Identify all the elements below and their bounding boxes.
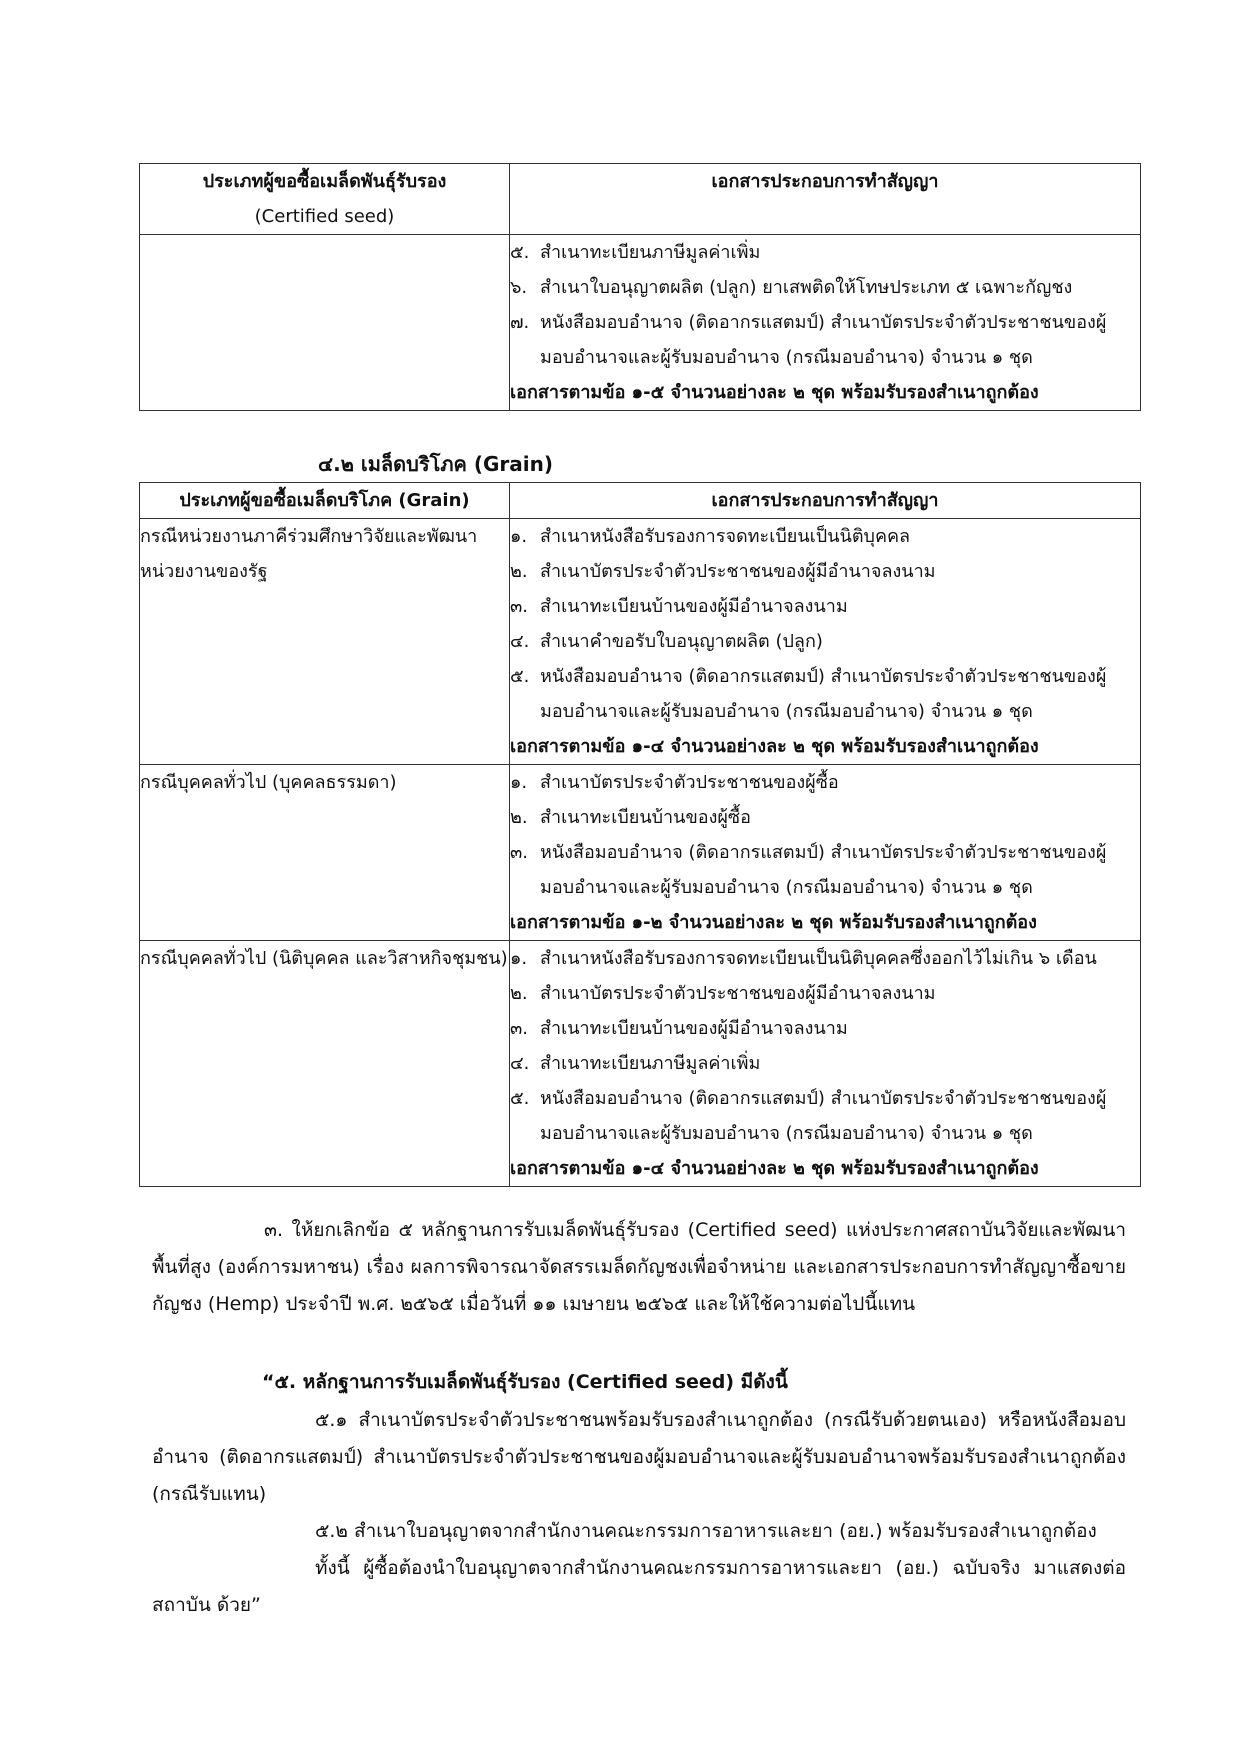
- item-text: สำเนาทะเบียนบ้านของผู้ซื้อ: [540, 807, 751, 828]
- item-number: ๓.: [510, 842, 529, 863]
- list-item: [510, 1081, 1140, 1151]
- list-item: [510, 659, 1140, 729]
- list-item: [510, 941, 1140, 976]
- header-line: (Certified seed): [254, 206, 395, 227]
- item-number: ๒.: [510, 807, 528, 828]
- list-item: [510, 624, 1140, 659]
- document-note: เอกสารตามข้อ ๑-๔ จำนวนอย่างละ ๒ ชุด พร้อมรับรองสำเนาถูกต้อง: [510, 736, 1039, 757]
- item-text: สำเนาบัตรประจำตัวประชาชนของผู้มีอำนาจลงนาม: [540, 561, 936, 582]
- item-number: ๕.: [510, 666, 530, 687]
- table-row: [140, 235, 1141, 411]
- paragraph-5-2: ๕.๒ สำเนาใบอนุญาตจากสำนักงานคณะกรรมการอาหารและยา (อย.) พร้อมรับรองสำเนาถูกต้อง: [315, 1520, 1097, 1542]
- item-text: หนังสือมอบอำนาจ (ติดอากรแสตมป์) สำเนาบัตรประจำตัวประชาชนของผู้มอบอำนาจและผู้รับมอบอำนาจ (กรณีมอบอำนาจ) จำนวน ๑ ชุด: [540, 312, 1107, 368]
- list-item: [510, 1011, 1140, 1046]
- list-item: [510, 976, 1140, 1011]
- item-text: สำเนาทะเบียนภาษีมูลค่าเพิ่ม: [540, 242, 761, 263]
- list-item: [510, 589, 1140, 624]
- document-note: เอกสารตามข้อ ๑-๕ จำนวนอย่างละ ๒ ชุด พร้อมรับรองสำเนาถูกต้อง: [510, 382, 1039, 403]
- item-text: สำเนาใบอนุญาตผลิต (ปลูก) ยาเสพติดให้โทษประเภท ๕ เฉพาะกัญชง: [540, 277, 1073, 298]
- item-number: ๔.: [510, 1053, 530, 1074]
- header-documents: เอกสารประกอบการทำสัญญา: [510, 483, 1141, 519]
- item-number: ๒.: [510, 983, 528, 1004]
- item-text: สำเนาหนังสือรับรองการจดทะเบียนเป็นนิติบุคคล: [540, 526, 911, 547]
- paragraph-5-3: ทั้งนี้ ผู้ซื้อต้องนำใบอนุญาตจากสำนักงานคณะกรรมการอาหารและยา (อย.) ฉบับจริง มาแสดงต่อสถาบัน ด้วย”: [152, 1557, 1126, 1616]
- item-text: สำเนาทะเบียนภาษีมูลค่าเพิ่ม: [540, 1053, 761, 1074]
- list-item: [510, 270, 1140, 305]
- grain-table: [139, 482, 1141, 1187]
- documents-cell: [510, 941, 1141, 1187]
- table-row: [140, 519, 1141, 765]
- item-text: สำเนาทะเบียนบ้านของผู้มีอำนาจลงนาม: [540, 1018, 848, 1039]
- item-text: สำเนาบัตรประจำตัวประชาชนของผู้ซื้อ: [540, 772, 839, 793]
- documents-cell: [510, 519, 1141, 765]
- item-number: ๕.: [510, 242, 530, 263]
- table-row: [140, 941, 1141, 1187]
- item-number: ๔.: [510, 631, 530, 652]
- item-number: ๒.: [510, 561, 528, 582]
- list-item: [510, 835, 1140, 905]
- buyer-type-cell: กรณีบุคคลทั่วไป (บุคคลธรรมดา): [140, 765, 510, 941]
- header-line: ประเภทผู้ขอซื้อเมล็ดพันธุ์รับรอง: [202, 171, 447, 192]
- item-number: ๓.: [510, 1018, 529, 1039]
- documents-cell: [510, 765, 1141, 941]
- buyer-type-cell: กรณีบุคคลทั่วไป (นิติบุคคล และวิสาหกิจชุมชน): [140, 941, 510, 1187]
- documents-cell: [510, 235, 1141, 411]
- item-number: ๗.: [510, 312, 530, 333]
- item-number: ๓.: [510, 596, 529, 617]
- item-text: หนังสือมอบอำนาจ (ติดอากรแสตมป์) สำเนาบัตรประจำตัวประชาชนของผู้มอบอำนาจและผู้รับมอบอำนาจ (กรณีมอบอำนาจ) จำนวน ๑ ชุด: [540, 842, 1107, 898]
- header-buyer-type: ประเภทผู้ขอซื้อเมล็ดบริโภค (Grain): [140, 483, 510, 519]
- item-text: สำเนาคำขอรับใบอนุญาตผลิต (ปลูก): [540, 631, 823, 652]
- table-header-row: [140, 483, 1141, 519]
- table-row: [140, 765, 1141, 941]
- item-number: ๑.: [510, 772, 528, 793]
- list-item: [510, 235, 1140, 270]
- section-title: ๔.๒ เมล็ดบริโภค (Grain): [318, 452, 553, 476]
- item-text: หนังสือมอบอำนาจ (ติดอากรแสตมป์) สำเนาบัตรประจำตัวประชาชนของผู้มอบอำนาจและผู้รับมอบอำนาจ (กรณีมอบอำนาจ) จำนวน ๑ ชุด: [540, 666, 1107, 722]
- item-text: สำเนาทะเบียนบ้านของผู้มีอำนาจลงนาม: [540, 596, 848, 617]
- table-header-row: [140, 164, 1141, 235]
- item-text: หนังสือมอบอำนาจ (ติดอากรแสตมป์) สำเนาบัตรประจำตัวประชาชนของผู้มอบอำนาจและผู้รับมอบอำนาจ (กรณีมอบอำนาจ) จำนวน ๑ ชุด: [540, 1088, 1107, 1144]
- list-item: [510, 554, 1140, 589]
- paragraph-3: ๓. ให้ยกเลิกข้อ ๕ หลักฐานการรับเมล็ดพันธุ์รับรอง (Certified seed) แห่งประกาศสถาบันวิจัยและพัฒนาพื้นที่สูง (องค์การมหาชน) เรื่อง ผลการพิจารณาจัดสรรเมล็ดกัญชงเพื่อจำหน่าย และเอกสารประกอบการทำสัญญาซื้อขายกัญชง (Hemp) ประจำปี พ.ศ. ๒๕๖๕ เมื่อวันที่ ๑๑ เมษายน ๒๕๖๕ และให้ใช้ความต่อไปนี้แทน: [152, 1219, 1126, 1315]
- heading-5: “๕. หลักฐานการรับเมล็ดพันธุ์รับรอง (Certified seed) มีดังนี้: [262, 1371, 788, 1393]
- buyer-type-cell: กรณีหน่วยงานภาคีร่วมศึกษาวิจัยและพัฒนา หน่วยงานของรัฐ: [140, 519, 510, 765]
- list-item: [510, 765, 1140, 800]
- list-item: [510, 800, 1140, 835]
- item-number: ๑.: [510, 526, 528, 547]
- document-note: เอกสารตามข้อ ๑-๔ จำนวนอย่างละ ๒ ชุด พร้อมรับรองสำเนาถูกต้อง: [510, 1158, 1039, 1179]
- item-text: สำเนาบัตรประจำตัวประชาชนของผู้มีอำนาจลงนาม: [540, 983, 936, 1004]
- header-documents: เอกสารประกอบการทำสัญญา: [510, 164, 1141, 235]
- buyer-type-cell: [140, 235, 510, 411]
- header-buyer-type: [140, 164, 510, 235]
- list-item: [510, 519, 1140, 554]
- paragraph-5-1: ๕.๑ สำเนาบัตรประจำตัวประชาชนพร้อมรับรองสำเนาถูกต้อง (กรณีรับด้วยตนเอง) หรือหนังสือมอบอำนาจ (ติดอากรแสตมป์) สำเนาบัตรประจำตัวประชาชนของผู้มอบอำนาจและผู้รับมอบอำนาจพร้อมรับรองสำเนาถูกต้อง (กรณีรับแทน): [152, 1409, 1126, 1505]
- item-text: สำเนาหนังสือรับรองการจดทะเบียนเป็นนิติบุคคลซึ่งออกไว้ไม่เกิน ๖ เดือน: [540, 948, 1097, 969]
- document-note: เอกสารตามข้อ ๑-๒ จำนวนอย่างละ ๒ ชุด พร้อมรับรองสำเนาถูกต้อง: [510, 912, 1037, 933]
- item-number: ๕.: [510, 1088, 530, 1109]
- certified-seed-table: [139, 163, 1141, 411]
- list-item: [510, 1046, 1140, 1081]
- item-number: ๑.: [510, 948, 528, 969]
- item-number: ๖.: [510, 277, 528, 298]
- list-item: [510, 305, 1140, 375]
